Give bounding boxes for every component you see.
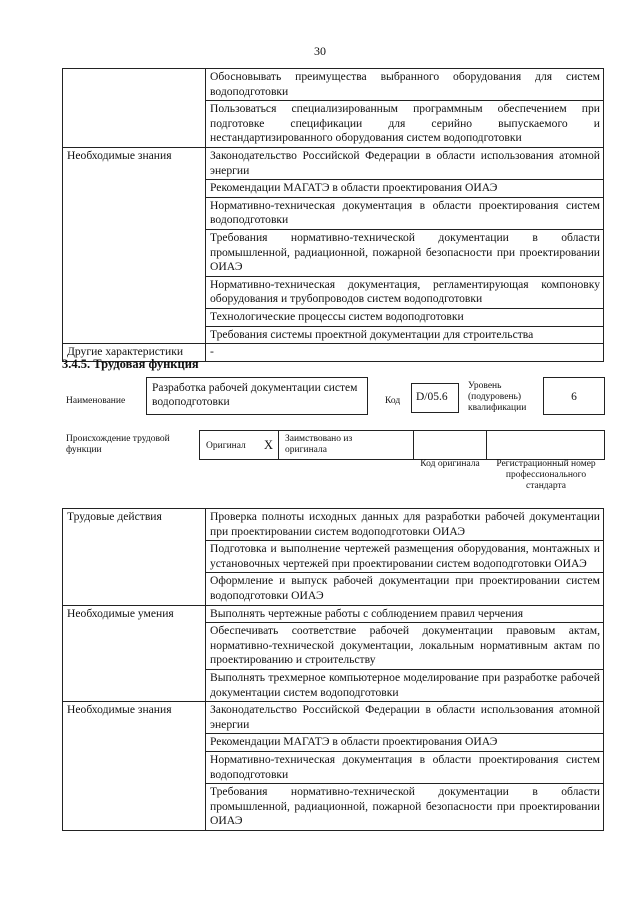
table-cell: Обеспечивать соответствие рабочей документации правовым актам, нормативно-технической документации, локальным нормативным актам по проектированию и строительству xyxy=(206,623,604,670)
table-row xyxy=(63,702,604,734)
table-cell: Технологические процессы систем водоподготовки xyxy=(206,308,604,326)
original-box xyxy=(199,430,279,460)
row-label: Другие характеристики xyxy=(63,344,206,362)
code-box xyxy=(411,383,459,413)
code-original-box xyxy=(413,430,487,460)
table-cell: Оформление и выпуск рабочей документации при проектировании систем водоподготовки ОИАЭ xyxy=(206,573,604,605)
function-name-box xyxy=(146,377,368,415)
requirements-table-bottom xyxy=(62,508,604,831)
table-cell: Законодательство Российской Федерации в области использования атомной энергии xyxy=(206,702,604,734)
row-label: Необходимые умения xyxy=(63,605,206,702)
table-row xyxy=(63,69,604,101)
level-value: 6 xyxy=(571,391,577,403)
table-cell: Требования системы проектной документации для строительства xyxy=(206,326,604,344)
function-name: Разработка рабочей документации систем водоподготовки xyxy=(152,382,358,408)
table-cell: Нормативно-техническая документация в области проектирования систем водоподготовки xyxy=(206,751,604,783)
code-value: D/05.6 xyxy=(416,391,448,403)
borrowed-label: Заимствовано из оригинала xyxy=(285,434,353,455)
level-box xyxy=(543,377,605,415)
row-label: Трудовые действия xyxy=(63,509,206,606)
reg-number-box xyxy=(486,430,605,460)
page-number: 30 xyxy=(314,44,326,58)
reg-number-caption: Регистрационный номер профессионального стандарта xyxy=(496,459,596,491)
table-cell: Обосновывать преимущества выбранного оборудования для систем водоподготовки xyxy=(206,69,604,101)
code-label: Код xyxy=(385,396,401,406)
table-cell: Законодательство Российской Федерации в области использования атомной энергии xyxy=(206,147,604,179)
row-label: Необходимые знания xyxy=(63,702,206,831)
row-label xyxy=(63,69,206,148)
table-cell: Выполнять трехмерное компьютерное моделирование при разработке рабочей документации систем водоподготовки xyxy=(206,669,604,701)
table-row xyxy=(63,605,604,623)
name-label: Наименование xyxy=(66,396,126,406)
origin-label: Происхождение трудовой функции xyxy=(66,434,170,455)
original-mark: X xyxy=(264,438,274,452)
borrowed-box xyxy=(278,430,414,460)
table-cell: Проверка полноты исходных данных для разработки рабочей документации при проектировании систем водоподготовки ОИАЭ xyxy=(206,509,604,541)
table-cell: Рекомендации МАГАТЭ в области проектирования ОИАЭ xyxy=(206,180,604,198)
table-row xyxy=(63,147,604,179)
code-original-caption: Код оригинала xyxy=(420,459,480,469)
table-cell: Подготовка и выполнение чертежей размещения оборудования, монтажных и установочных чертежей при проектировании систем водоподготовки ОИАЭ xyxy=(206,541,604,573)
table-cell: Пользоваться специализированным программным обеспечением при подготовке спецификации для серийно выпускаемого и нестандартизированного оборудования систем водоподготовки xyxy=(206,101,604,148)
table-cell: Нормативно-техническая документация в области проектирования систем водоподготовки xyxy=(206,197,604,229)
table-cell: Нормативно-техническая документация, регламентирующая компоновку оборудования и трубопроводов систем водоподготовки xyxy=(206,276,604,308)
requirements-table-top xyxy=(62,68,604,362)
section-title: 3.4.5. Трудовая функция xyxy=(62,357,199,371)
row-label: Необходимые знания xyxy=(63,147,206,343)
table-row xyxy=(63,509,604,541)
table-cell: Выполнять чертежные работы с соблюдением правил черчения xyxy=(206,605,604,623)
original-label: Оригинал xyxy=(206,441,246,451)
table-cell: Рекомендации МАГАТЭ в области проектирования ОИАЭ xyxy=(206,734,604,752)
table-cell: Требования нормативно-технической документации в области промышленной, радиационной, пожарной безопасности при проектировании ОИАЭ xyxy=(206,229,604,276)
table-cell: Требования нормативно-технической документации в области промышленной, радиационной, пожарной безопасности при проектировании ОИАЭ xyxy=(206,784,604,831)
qualification-level-label: Уровень (подуровень) квалификации xyxy=(468,381,527,413)
table-cell: - xyxy=(206,344,604,362)
